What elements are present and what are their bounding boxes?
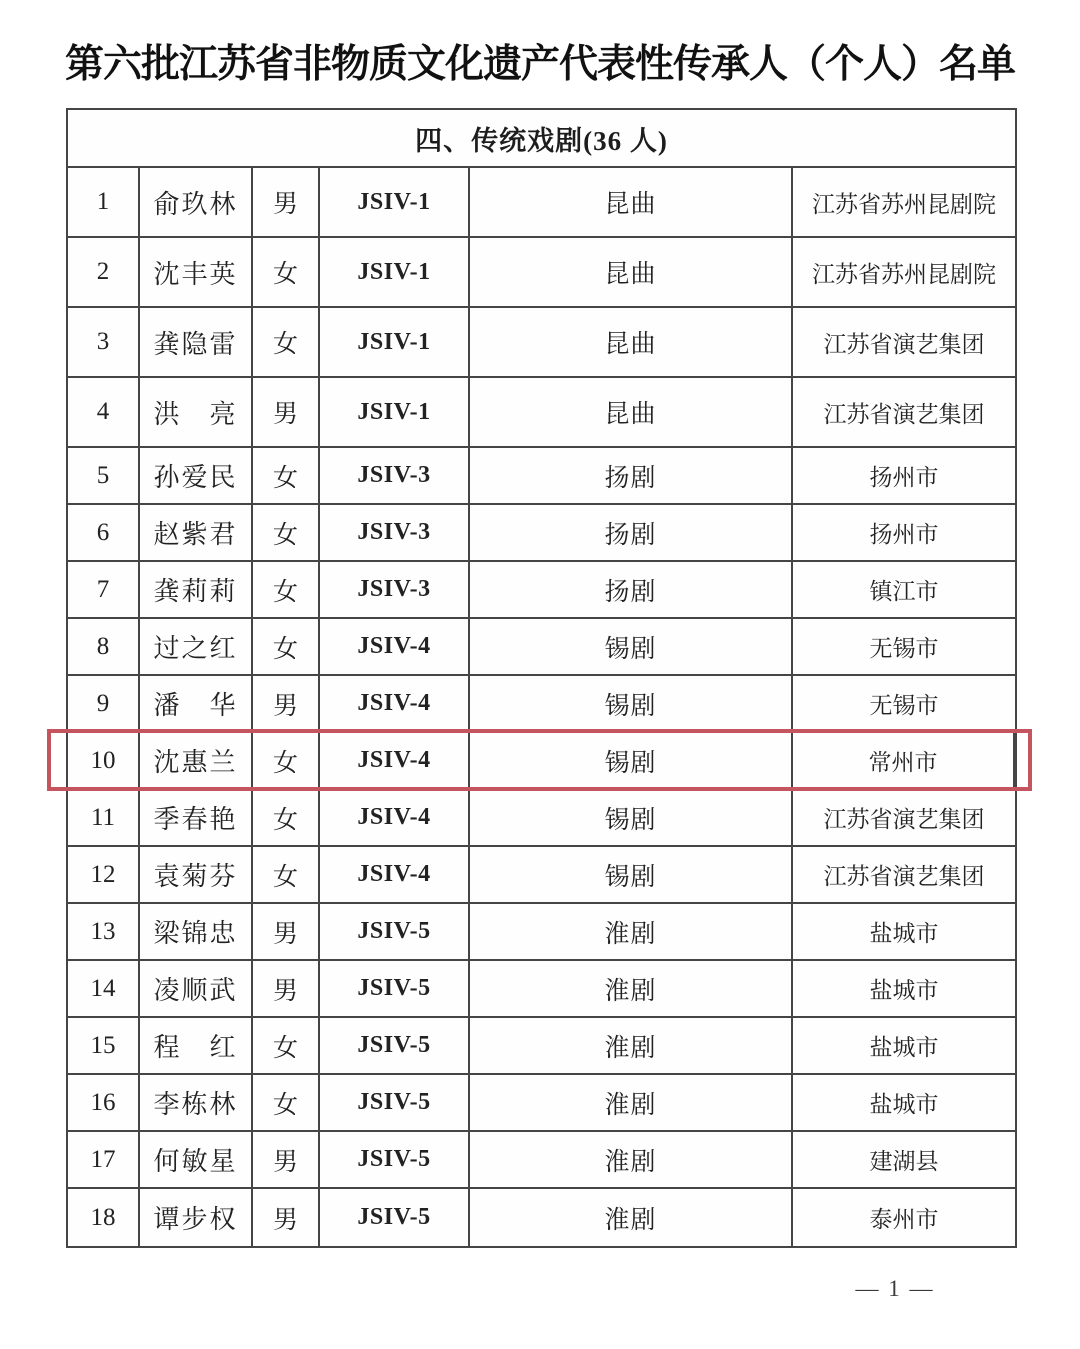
table-row bbox=[68, 961, 1015, 1018]
inheritor-name: 洪 亮 bbox=[140, 378, 253, 446]
table-body bbox=[68, 168, 1015, 1246]
table-section-header: 四、传统戏剧(36 人) bbox=[68, 110, 1015, 168]
project-category: 昆曲 bbox=[470, 168, 793, 236]
project-code: JSIV-5 bbox=[320, 1075, 470, 1130]
inheritor-name: 潘 华 bbox=[140, 676, 253, 731]
inheritor-name: 何敏星 bbox=[140, 1132, 253, 1187]
table-row bbox=[68, 733, 1015, 790]
inheritor-name: 龚莉莉 bbox=[140, 562, 253, 617]
region-or-organization: 扬州市 bbox=[869, 465, 939, 490]
region-or-organization: 江苏省演艺集团 bbox=[823, 331, 985, 357]
project-code: JSIV-1 bbox=[320, 308, 470, 376]
row-number: 11 bbox=[68, 790, 140, 845]
region-or-organization: 扬州市 bbox=[869, 522, 939, 547]
gender: 女 bbox=[253, 562, 320, 617]
region-or-organization: 无锡市 bbox=[869, 693, 939, 718]
gender: 男 bbox=[253, 168, 320, 236]
gender: 女 bbox=[253, 790, 320, 845]
page-title: 第六批江苏省非物质文化遗产代表性传承人（个人）名单 bbox=[64, 43, 1015, 86]
table-row bbox=[68, 448, 1015, 505]
page-number: — 1 — bbox=[855, 1276, 935, 1301]
region-or-organization: 常州市 bbox=[793, 733, 1015, 788]
inheritor-name: 龚隐雷 bbox=[140, 308, 253, 376]
project-code: JSIV-5 bbox=[320, 1189, 470, 1246]
project-category: 淮剧 bbox=[470, 961, 793, 1016]
project-code: JSIV-4 bbox=[320, 790, 470, 845]
table-row bbox=[68, 1189, 1015, 1246]
gender: 女 bbox=[253, 308, 320, 376]
gender: 女 bbox=[253, 733, 320, 788]
project-code: JSIV-3 bbox=[320, 505, 470, 560]
row-number: 3 bbox=[68, 308, 140, 376]
row-number: 14 bbox=[68, 961, 140, 1016]
inheritor-name: 沈惠兰 bbox=[140, 733, 253, 788]
gender: 女 bbox=[253, 505, 320, 560]
project-category: 昆曲 bbox=[470, 308, 793, 376]
project-code: JSIV-3 bbox=[320, 562, 470, 617]
gender: 女 bbox=[253, 1075, 320, 1130]
inheritor-name: 沈丰英 bbox=[140, 238, 253, 306]
inheritor-name: 赵紫君 bbox=[140, 505, 253, 560]
project-code: JSIV-4 bbox=[320, 847, 470, 902]
project-code: JSIV-5 bbox=[320, 1018, 470, 1073]
table-row bbox=[68, 505, 1015, 562]
table-row bbox=[68, 1075, 1015, 1132]
region-or-organization: 盐城市 bbox=[869, 1092, 939, 1117]
inheritor-name: 孙爱民 bbox=[140, 448, 253, 503]
project-code: JSIV-5 bbox=[320, 904, 470, 959]
table-row bbox=[68, 847, 1015, 904]
gender: 女 bbox=[253, 238, 320, 306]
gender: 男 bbox=[253, 676, 320, 731]
inheritor-name: 谭步权 bbox=[140, 1189, 253, 1246]
gender: 女 bbox=[253, 1018, 320, 1073]
table-row bbox=[68, 378, 1015, 448]
row-number: 7 bbox=[68, 562, 140, 617]
table-row bbox=[68, 904, 1015, 961]
inheritor-name: 俞玖林 bbox=[140, 168, 253, 236]
region-or-organization: 泰州市 bbox=[869, 1207, 939, 1232]
project-code: JSIV-3 bbox=[320, 448, 470, 503]
project-code: JSIV-4 bbox=[320, 733, 470, 788]
table-row bbox=[68, 168, 1015, 238]
region-or-organization: 江苏省苏州昆剧院 bbox=[812, 261, 996, 287]
gender: 女 bbox=[253, 619, 320, 674]
gender: 男 bbox=[253, 1132, 320, 1187]
table-row bbox=[68, 619, 1015, 676]
row-number: 1 bbox=[68, 168, 140, 236]
gender: 男 bbox=[253, 1189, 320, 1246]
table-row bbox=[68, 676, 1015, 733]
row-number: 12 bbox=[68, 847, 140, 902]
project-category: 扬剧 bbox=[470, 505, 793, 560]
project-category: 昆曲 bbox=[470, 378, 793, 446]
project-category: 扬剧 bbox=[470, 562, 793, 617]
project-category: 淮剧 bbox=[470, 1189, 793, 1246]
project-category: 淮剧 bbox=[470, 1132, 793, 1187]
region-or-organization: 盐城市 bbox=[869, 978, 939, 1003]
inheritor-name: 季春艳 bbox=[140, 790, 253, 845]
inheritor-name: 过之红 bbox=[140, 619, 253, 674]
inheritors-table bbox=[66, 108, 1017, 1248]
project-category: 锡剧 bbox=[470, 619, 793, 674]
project-category: 淮剧 bbox=[470, 1018, 793, 1073]
region-or-organization: 镇江市 bbox=[869, 579, 939, 604]
table-row bbox=[68, 308, 1015, 378]
region-or-organization: 盐城市 bbox=[869, 921, 939, 946]
gender: 男 bbox=[253, 378, 320, 446]
table-row bbox=[68, 1132, 1015, 1189]
region-or-organization: 江苏省演艺集团 bbox=[823, 807, 985, 832]
gender: 女 bbox=[253, 847, 320, 902]
project-category: 锡剧 bbox=[470, 733, 793, 788]
inheritor-name: 梁锦忠 bbox=[140, 904, 253, 959]
project-code: JSIV-5 bbox=[320, 961, 470, 1016]
region-or-organization: 盐城市 bbox=[869, 1035, 939, 1060]
project-code: JSIV-1 bbox=[320, 378, 470, 446]
project-code: JSIV-5 bbox=[320, 1132, 470, 1187]
region-or-organization: 江苏省演艺集团 bbox=[823, 864, 985, 889]
row-number: 5 bbox=[68, 448, 140, 503]
region-or-organization: 江苏省演艺集团 bbox=[823, 401, 985, 427]
region-or-organization: 无锡市 bbox=[869, 636, 939, 661]
row-number: 4 bbox=[68, 378, 140, 446]
row-number: 8 bbox=[68, 619, 140, 674]
row-number: 13 bbox=[68, 904, 140, 959]
inheritor-name: 程 红 bbox=[140, 1018, 253, 1073]
row-number: 17 bbox=[68, 1132, 140, 1187]
project-category: 淮剧 bbox=[470, 904, 793, 959]
inheritor-name: 凌顺武 bbox=[140, 961, 253, 1016]
row-number: 2 bbox=[68, 238, 140, 306]
inheritor-name: 李栋林 bbox=[140, 1075, 253, 1130]
gender: 男 bbox=[253, 961, 320, 1016]
project-code: JSIV-4 bbox=[320, 619, 470, 674]
project-category: 锡剧 bbox=[470, 790, 793, 845]
gender: 女 bbox=[253, 448, 320, 503]
project-code: JSIV-1 bbox=[320, 168, 470, 236]
row-number: 15 bbox=[68, 1018, 140, 1073]
table-row bbox=[68, 1018, 1015, 1075]
row-number: 9 bbox=[68, 676, 140, 731]
project-category: 锡剧 bbox=[470, 676, 793, 731]
row-number: 6 bbox=[68, 505, 140, 560]
project-category: 淮剧 bbox=[470, 1075, 793, 1130]
project-category: 锡剧 bbox=[470, 847, 793, 902]
project-code: JSIV-1 bbox=[320, 238, 470, 306]
project-category: 扬剧 bbox=[470, 448, 793, 503]
table-row bbox=[68, 238, 1015, 308]
row-number: 18 bbox=[68, 1189, 140, 1246]
table-row bbox=[68, 790, 1015, 847]
project-code: JSIV-4 bbox=[320, 676, 470, 731]
project-category: 昆曲 bbox=[470, 238, 793, 306]
row-number: 16 bbox=[68, 1075, 140, 1130]
region-or-organization: 江苏省苏州昆剧院 bbox=[812, 191, 996, 217]
region-or-organization: 建湖县 bbox=[869, 1149, 939, 1174]
inheritor-name: 袁菊芬 bbox=[140, 847, 253, 902]
gender: 男 bbox=[253, 904, 320, 959]
table-row bbox=[68, 562, 1015, 619]
row-number: 10 bbox=[68, 733, 140, 788]
